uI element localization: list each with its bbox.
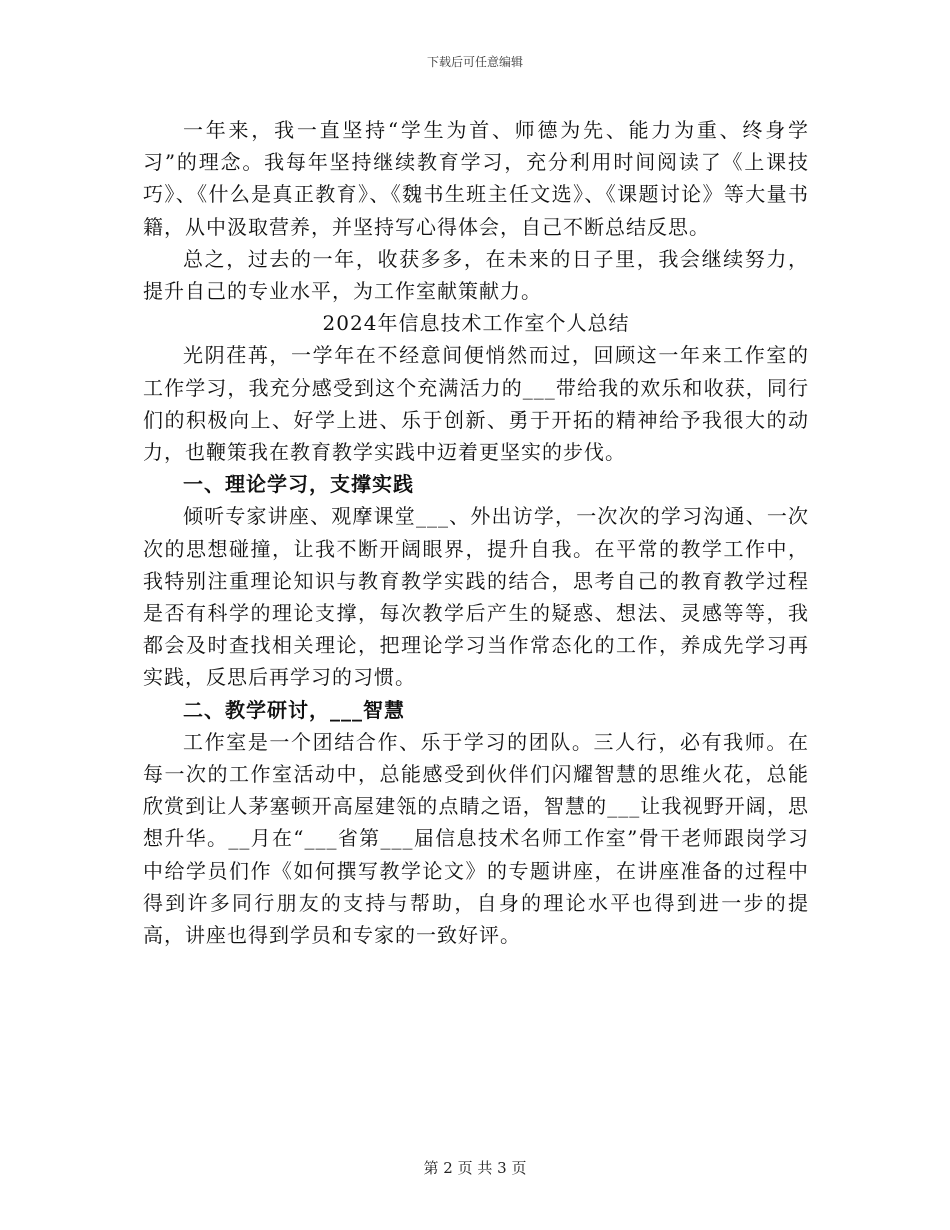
body-paragraph: 倾听专家讲座、观摩课堂___、外出访学，一次次的学习沟通、一次次的思想碰撞，让我不断开阔眼界，提升自我。在平常的教学工作中，我特别注重理论知识与教育教学实践的结合，思考自己的教育教学过程是否有科学的理论支撑，每次教学后产生的疑惑、想法、灵感等等，我都会及时查找相关理论，把理论学习当作常态化的工作，养成先学习再实践，反思后再学习的习惯。 xyxy=(143,504,809,690)
body-paragraph: 一年来，我一直坚持“学生为首、师德为先、能力为重、终身学习”的理念。我每年坚持继续教育学习，充分利用时间阅读了《上课技巧》、《什么是真正教育》、《魏书生班主任文选》、《课题讨论》等大量书籍，从中汲取营养，并坚持写心得体会，自己不断总结反思。 xyxy=(143,118,809,239)
document-body xyxy=(143,114,809,951)
section-heading: 二、教学研讨，___智慧 xyxy=(183,697,405,722)
body-paragraph: 光阴荏苒，一学年在不经意间便悄然而过，回顾这一年来工作室的工作学习，我充分感受到这个充满活力的___带给我的欢乐和收获，同行们的积极向上、好学上进、乐于创新、勇于开拓的精神给予我很大的动力，也鞭策我在教育教学实践中迈着更坚实的步伐。 xyxy=(143,343,809,465)
document-title: 2024年信息技术工作室个人总结 xyxy=(322,311,630,336)
page-footer: 第 2 页 共 3 页 xyxy=(423,1159,527,1177)
section-heading: 一、理论学习，支撑实践 xyxy=(183,472,414,497)
page-header: 下载后可任意编辑 xyxy=(426,55,523,69)
body-paragraph: 总之，过去的一年，收获多多，在未来的日子里，我会继续努力，提升自己的专业水平，为工作室献策献力。 xyxy=(143,246,809,304)
body-paragraph: 工作室是一个团结合作、乐于学习的团队。三人行，必有我师。在每一次的工作室活动中，总能感受到伙伴们闪耀智慧的思维火花，总能欣赏到让人茅塞顿开高屋建瓴的点睛之语，智慧的___让我视野开阔，思想升华。__月在“___省第___届信息技术名师工作室”骨干老师跟岗学习中给学员们作《如何撰写教学论文》的专题讲座，在讲座准备的过程中得到许多同行朋友的支持与帮助，自身的理论水平也得到进一步的提高，讲座也得到学员和专家的一致好评。 xyxy=(143,729,809,948)
